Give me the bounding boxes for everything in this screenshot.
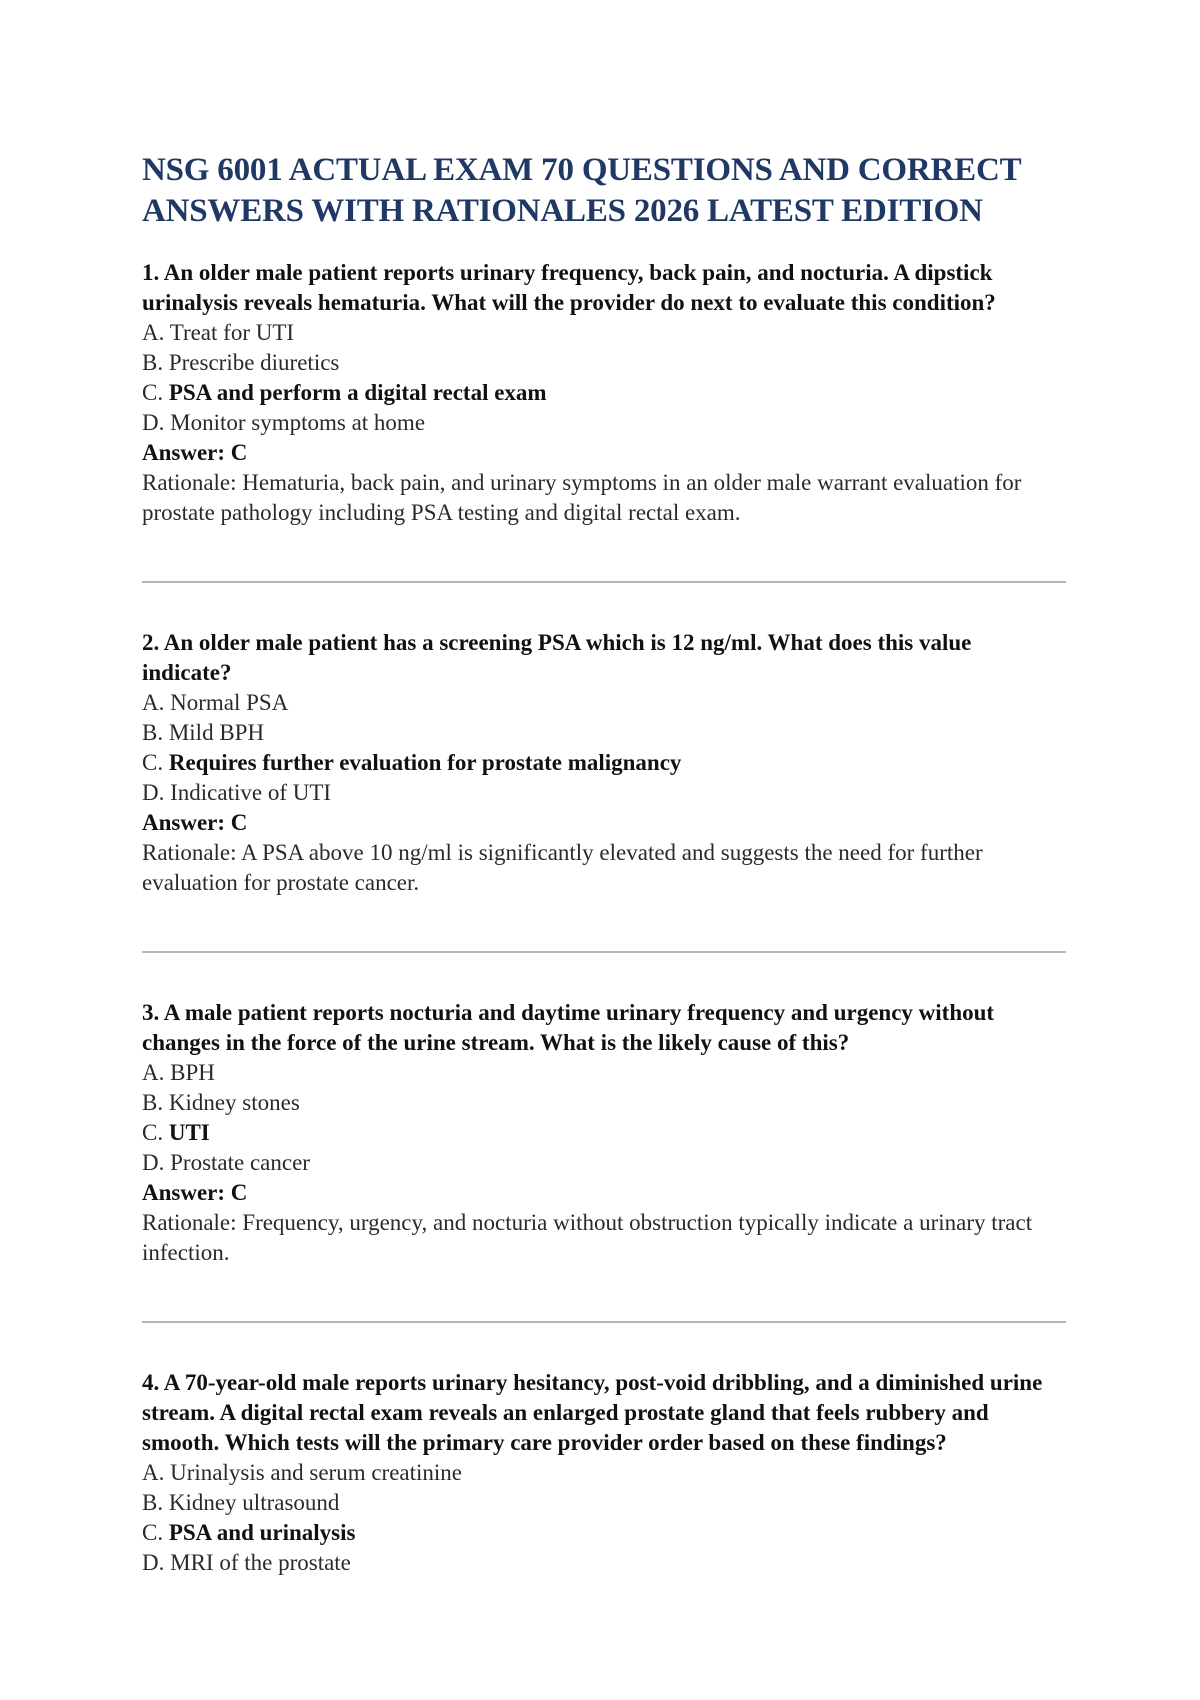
- option-text: Kidney stones: [168, 1090, 300, 1115]
- section-divider: [142, 1321, 1066, 1323]
- option-text: Mild BPH: [168, 720, 265, 745]
- option-a: [142, 1058, 1066, 1088]
- question-2: [142, 628, 1066, 898]
- question-3: [142, 998, 1066, 1268]
- option-letter: D.: [142, 780, 171, 805]
- answer-key: Answer: C: [142, 810, 248, 835]
- option-b: [142, 1488, 1066, 1518]
- option-text: Prescribe diuretics: [168, 350, 340, 375]
- section-divider: [142, 581, 1066, 583]
- option-letter: C.: [142, 1120, 169, 1145]
- option-letter: A.: [142, 1460, 171, 1485]
- option-text: MRI of the prostate: [170, 1550, 351, 1575]
- option-letter: B.: [142, 350, 169, 375]
- option-letter: C.: [142, 380, 169, 405]
- option-b: [142, 348, 1066, 378]
- document-title: NSG 6001 ACTUAL EXAM 70 QUESTIONS AND CORRECT ANSWERS WITH RATIONALES 2026 LATEST EDITION: [142, 152, 1021, 229]
- option-d: [142, 1148, 1066, 1178]
- option-a: [142, 318, 1066, 348]
- option-c-correct: [142, 1518, 1066, 1548]
- document-page: [142, 150, 1066, 1578]
- option-d: [142, 1548, 1066, 1578]
- option-a: [142, 688, 1066, 718]
- rationale: Rationale: Hematuria, back pain, and urinary symptoms in an older male warrant evaluation for prostate pathology including PSA testing and digital rectal exam.: [142, 470, 1022, 525]
- option-b: [142, 718, 1066, 748]
- option-d: [142, 408, 1066, 438]
- question-4: [142, 1368, 1066, 1578]
- answer-key: Answer: C: [142, 1180, 248, 1205]
- option-letter: A.: [142, 1060, 171, 1085]
- option-letter: D.: [142, 1550, 171, 1575]
- option-letter: D.: [142, 410, 171, 435]
- correct-option-text: Requires further evaluation for prostate malignancy: [168, 750, 682, 775]
- option-text: Indicative of UTI: [170, 780, 332, 805]
- option-letter: B.: [142, 1490, 169, 1515]
- option-text: Prostate cancer: [170, 1150, 310, 1175]
- option-text: Monitor symptoms at home: [170, 410, 426, 435]
- option-d: [142, 778, 1066, 808]
- section-divider: [142, 951, 1066, 953]
- question-1: [142, 258, 1066, 528]
- option-b: [142, 1088, 1066, 1118]
- option-text: Normal PSA: [170, 690, 289, 715]
- option-letter: B.: [142, 720, 169, 745]
- option-text: Kidney ultrasound: [168, 1490, 340, 1515]
- option-c-correct: [142, 748, 1066, 778]
- rationale: Rationale: A PSA above 10 ng/ml is significantly elevated and suggests the need for further evaluation for prostate cancer.: [142, 840, 983, 895]
- question-stem: 4. A 70-year-old male reports urinary hesitancy, post-void dribbling, and a diminished urine stream. A digital rectal exam reveals an enlarged prostate gland that feels rubbery and smooth. Which tests will the primary care provider order based on these findings?: [142, 1370, 1043, 1455]
- rationale: Rationale: Frequency, urgency, and nocturia without obstruction typically indicate a urinary tract infection.: [142, 1210, 1033, 1265]
- correct-option-text: UTI: [168, 1120, 210, 1145]
- correct-option-text: PSA and urinalysis: [168, 1520, 356, 1545]
- option-letter: D.: [142, 1150, 171, 1175]
- option-letter: A.: [142, 320, 170, 345]
- answer-key: Answer: C: [142, 440, 248, 465]
- option-letter: A.: [142, 690, 171, 715]
- option-letter: C.: [142, 1520, 169, 1545]
- option-letter: B.: [142, 1090, 169, 1115]
- option-letter: C.: [142, 750, 169, 775]
- question-stem: 2. An older male patient has a screening PSA which is 12 ng/ml. What does this value indicate?: [142, 630, 972, 685]
- option-text: Urinalysis and serum creatinine: [170, 1460, 463, 1485]
- option-text: BPH: [170, 1060, 215, 1085]
- option-a: [142, 1458, 1066, 1488]
- option-c-correct: [142, 1118, 1066, 1148]
- option-c-correct: [142, 378, 1066, 408]
- correct-option-text: PSA and perform a digital rectal exam: [168, 380, 547, 405]
- question-stem: 1. An older male patient reports urinary frequency, back pain, and nocturia. A dipstick urinalysis reveals hematuria. What will the provider do next to evaluate this condition?: [142, 260, 996, 315]
- question-stem: 3. A male patient reports nocturia and daytime urinary frequency and urgency without changes in the force of the urine stream. What is the likely cause of this?: [142, 1000, 995, 1055]
- option-text: Treat for UTI: [169, 320, 295, 345]
